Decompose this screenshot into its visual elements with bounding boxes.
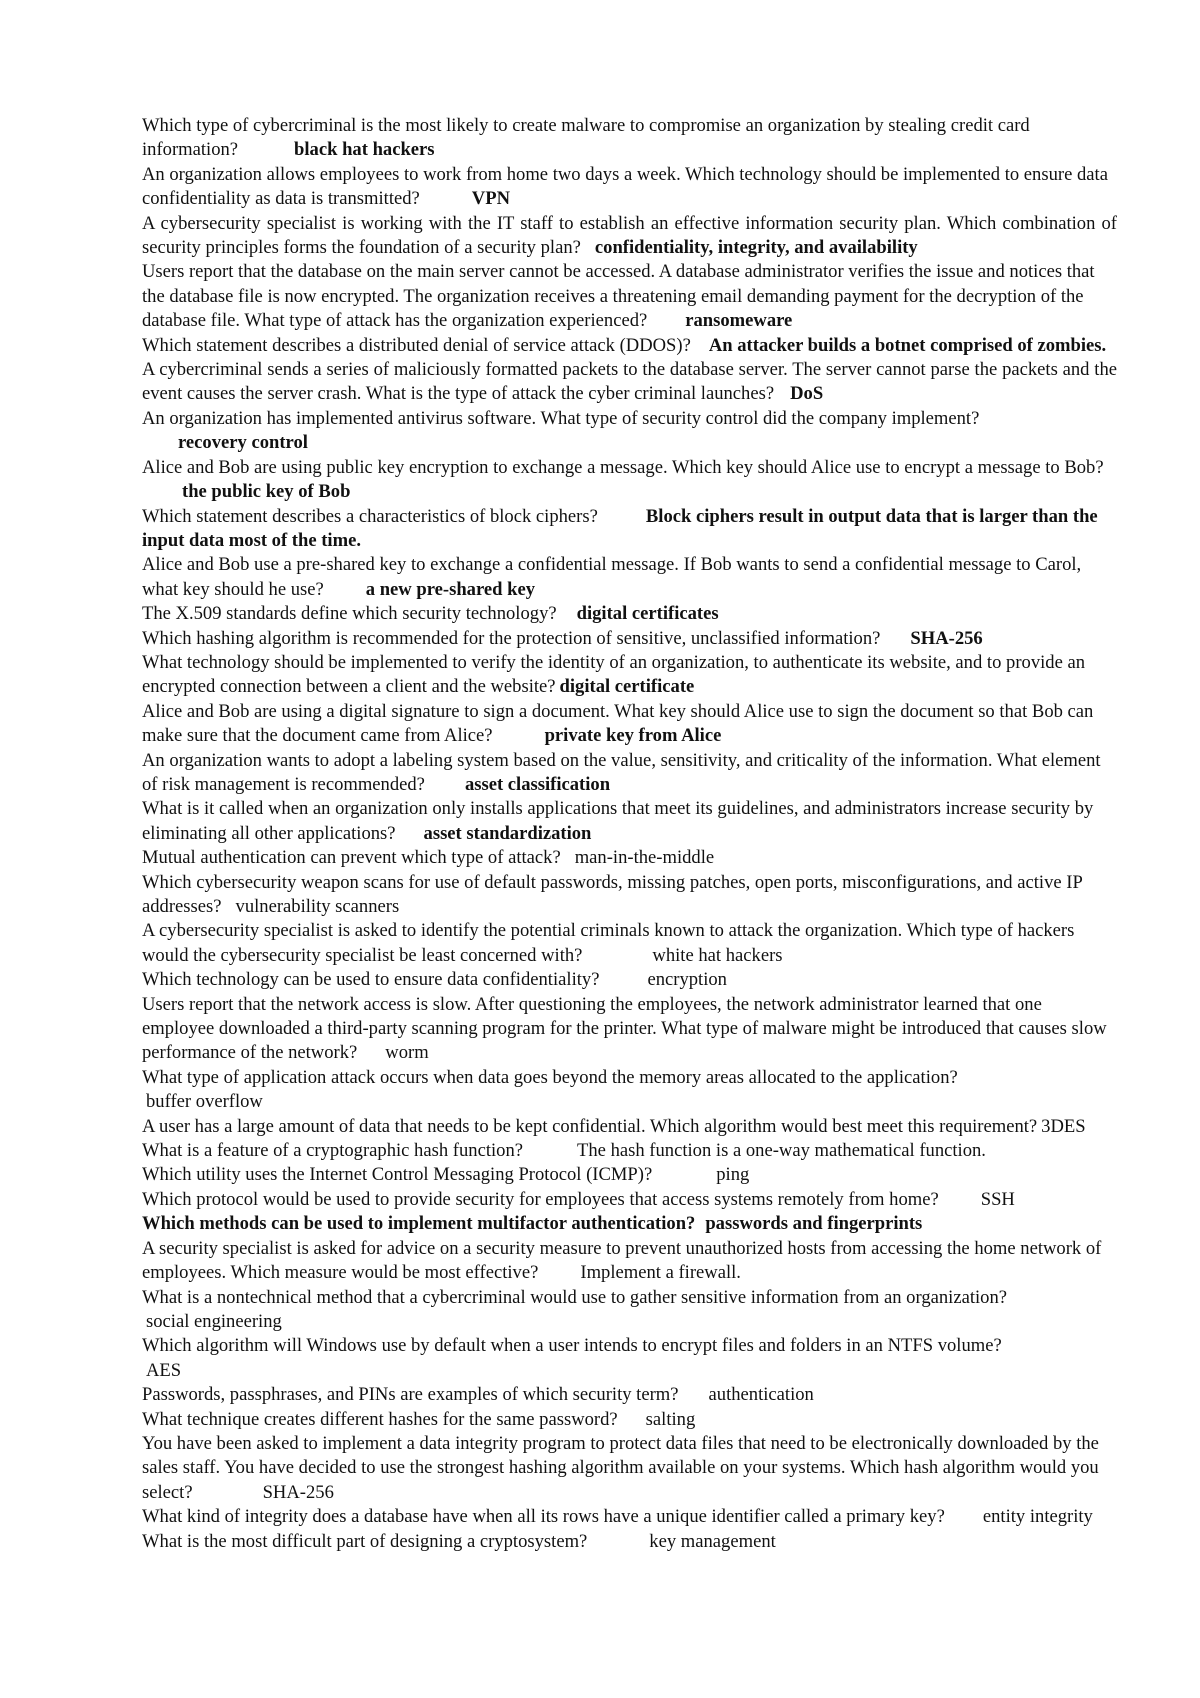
question-text: A user has a large amount of data that needs to be kept confidential. Which algorithm would best meet this requirement? (142, 1115, 1038, 1137)
qa-item-23 (142, 1115, 1117, 1139)
qa-item-4 (142, 260, 1117, 333)
answer-text: An attacker builds a botnet comprised of zombies. (708, 334, 1107, 356)
question-text: Which protocol would be used to provide security for employees that access systems remotely from home? (142, 1188, 939, 1210)
answer-text: the public key of Bob (182, 481, 351, 503)
qa-item-24 (142, 1139, 1117, 1163)
qa-item-3 (142, 212, 1117, 261)
qa-item-28 (142, 1237, 1117, 1286)
answer-text: white hat hackers (652, 944, 783, 966)
qa-item-34 (142, 1505, 1117, 1529)
qa-item-19 (142, 919, 1117, 968)
qa-item-29 (142, 1286, 1117, 1335)
qa-item-18 (142, 871, 1117, 920)
question-text: Alice and Bob use a pre-shared key to exchange a confidential message. If Bob wants to send a confidential message to Carol, what key should he use? (142, 554, 1082, 600)
question-text: Which type of cybercriminal is the most likely to create malware to compromise an organization by stealing credit card information? (142, 115, 1030, 161)
qa-item-31 (142, 1383, 1117, 1407)
question-text: What kind of integrity does a database have when all its rows have a unique identifier called a primary key? (142, 1506, 945, 1528)
question-text: Which statement describes a distributed denial of service attack (DDOS)? (142, 334, 691, 356)
question-text: A cybersecurity specialist is working with the IT staff to establish an effective information security plan. Which combination of security principles forms the foundation of a security plan? (142, 212, 1117, 259)
question-text: Which utility uses the Internet Control Messaging Protocol (ICMP)? (142, 1164, 653, 1186)
document-page (142, 114, 1117, 1554)
answer-text: recovery control (178, 432, 308, 454)
answer-text: 3DES (1041, 1115, 1086, 1137)
answer-text: entity integrity (982, 1506, 1093, 1528)
answer-text: black hat hackers (294, 139, 435, 161)
qa-item-32 (142, 1408, 1117, 1432)
answer-text: key management (649, 1530, 776, 1552)
question-text: Mutual authentication can prevent which type of attack? (142, 847, 561, 869)
question-text: An organization wants to adopt a labeling system based on the value, sensitivity, and criticality of the information. What element of risk management is recommended? (142, 749, 1101, 795)
answer-text: asset classification (464, 773, 611, 795)
answer-text: VPN (471, 188, 511, 210)
qa-item-14 (142, 700, 1117, 749)
question-text: A security specialist is asked for advice on a security measure to prevent unauthorized hosts from accessing the home network of employees. Which measure would be most effective? (142, 1237, 1102, 1284)
question-text: You have been asked to implement a data integrity program to protect data files that need to be electronically downloaded by the sales staff. You have decided to use the strongest hashing algorithm available on your systems. Which hash algorithm would you select? (142, 1432, 1099, 1503)
answer-text: authentication (708, 1384, 814, 1406)
question-text: What technology should be implemented to verify the identity of an organization, to authenticate its website, and to provide an encrypted connection between a client and the website? (142, 651, 1086, 698)
qa-item-11 (142, 602, 1117, 626)
answer-text: DoS (790, 383, 824, 405)
answer-text: buffer overflow (146, 1091, 263, 1113)
answer-text: asset standardization (423, 822, 592, 844)
answer-text: vulnerability scanners (235, 896, 400, 917)
qa-item-9 (142, 505, 1117, 554)
question-text: An organization has implemented antivirus software. What type of security control did the company implement? (142, 407, 980, 429)
answer-text: a new pre-shared key (365, 578, 536, 600)
qa-item-6 (142, 358, 1117, 407)
question-text: The X.509 standards define which security technology? (142, 603, 557, 625)
qa-item-27 (142, 1212, 1117, 1236)
question-text: What is a feature of a cryptographic hash function? (142, 1140, 524, 1162)
answer-text: digital certificates (576, 603, 719, 625)
qa-item-33 (142, 1432, 1117, 1505)
answer-text: private key from Alice (544, 725, 722, 747)
qa-item-2 (142, 163, 1117, 212)
qa-item-35 (142, 1530, 1117, 1554)
answer-text: digital certificate (559, 676, 695, 698)
qa-item-17 (142, 846, 1117, 870)
qa-item-16 (142, 797, 1117, 846)
qa-item-22 (142, 1066, 1117, 1115)
answer-text: AES (146, 1359, 182, 1381)
answer-text: SHA-256 (910, 627, 983, 649)
qa-item-30 (142, 1334, 1117, 1383)
question-text: Which methods can be used to implement multifactor authentication? (142, 1213, 696, 1235)
answer-text: SSH (980, 1188, 1015, 1210)
qa-item-1 (142, 114, 1117, 163)
qa-item-13 (142, 651, 1117, 700)
qa-item-12 (142, 627, 1117, 651)
question-text: Users report that the network access is slow. After questioning the employees, the network administrator learned that one employee downloaded a third-party scanning program for the printer. What type of malware might be introduced that causes slow performance of the network? (142, 993, 1107, 1064)
question-text: Which hashing algorithm is recommended for the protection of sensitive, unclassified information? (142, 627, 881, 649)
question-text: Which algorithm will Windows use by default when a user intends to encrypt files and folders in an NTFS volume? (142, 1335, 1002, 1357)
question-text: Alice and Bob are using a digital signature to sign a document. What key should Alice use to sign the document so that Bob can make sure that the document came from Alice? (142, 700, 1094, 747)
answer-text: ransomeware (685, 310, 793, 332)
qa-item-8 (142, 456, 1117, 505)
question-text: What type of application attack occurs when data goes beyond the memory areas allocated to the application? (142, 1066, 958, 1088)
answer-text: social engineering (146, 1310, 282, 1332)
question-text: A cybersecurity specialist is asked to identify the potential criminals known to attack the organization. Which type of hackers would the cybersecurity specialist be least concerned with? (142, 920, 1075, 966)
qa-item-26 (142, 1188, 1117, 1212)
question-text: What technique creates different hashes for the same password? (142, 1408, 618, 1430)
answer-text: ping (716, 1164, 750, 1186)
answer-text: Implement a firewall. (580, 1262, 741, 1284)
qa-item-20 (142, 968, 1117, 992)
answer-text: confidentiality, integrity, and availability (594, 237, 918, 259)
question-text: Which statement describes a characteristics of block ciphers? (142, 505, 598, 527)
answer-text: SHA-256 (262, 1481, 334, 1503)
qa-item-25 (142, 1163, 1117, 1187)
question-text: What is a nontechnical method that a cybercriminal would use to gather sensitive information from an organization? (142, 1286, 1008, 1308)
question-text: Which cybersecurity weapon scans for use of default passwords, missing patches, open ports, misconfigurations, and active IP addresses? (142, 871, 1083, 917)
qa-item-7 (142, 407, 1117, 456)
question-text: Passwords, passphrases, and PINs are examples of which security term? (142, 1384, 679, 1406)
answer-text: Block ciphers result in output data that is larger than the input data most of the time. (142, 505, 1098, 551)
question-text: A cybercriminal sends a series of maliciously formatted packets to the database server. The server cannot parse the packets and the event causes the server crash. What is the type of attack the cyber criminal launches? (142, 359, 1117, 405)
question-text: What is it called when an organization only installs applications that meet its guidelines, and administrators increase security by eliminating all other applications? (142, 798, 1094, 844)
answer-text: worm (385, 1042, 429, 1064)
question-text: An organization allows employees to work from home two days a week. Which technology should be implemented to ensure data confidentiality as data is transmitted? (142, 163, 1108, 210)
question-text: Users report that the database on the main server cannot be accessed. A database administrator verifies the issue and notices that the database file is now encrypted. The organization receives a threatening email demanding payment for the decryption of the database file. What type of attack has the organization experienced? (142, 261, 1095, 332)
answer-text: encryption (647, 969, 727, 991)
answer-text: passwords and fingerprints (705, 1213, 923, 1235)
answer-text: salting (645, 1408, 696, 1430)
qa-item-21 (142, 993, 1117, 1066)
answer-text: man-in-the-middle (574, 847, 715, 869)
qa-item-10 (142, 553, 1117, 602)
question-text: Alice and Bob are using public key encryption to exchange a message. Which key should Alice use to encrypt a message to Bob? (142, 456, 1104, 478)
qa-item-15 (142, 749, 1117, 798)
question-text: What is the most difficult part of designing a cryptosystem? (142, 1530, 588, 1552)
question-text: Which technology can be used to ensure data confidentiality? (142, 969, 600, 991)
answer-text: The hash function is a one-way mathematical function. (577, 1140, 986, 1162)
qa-item-5 (142, 334, 1117, 358)
